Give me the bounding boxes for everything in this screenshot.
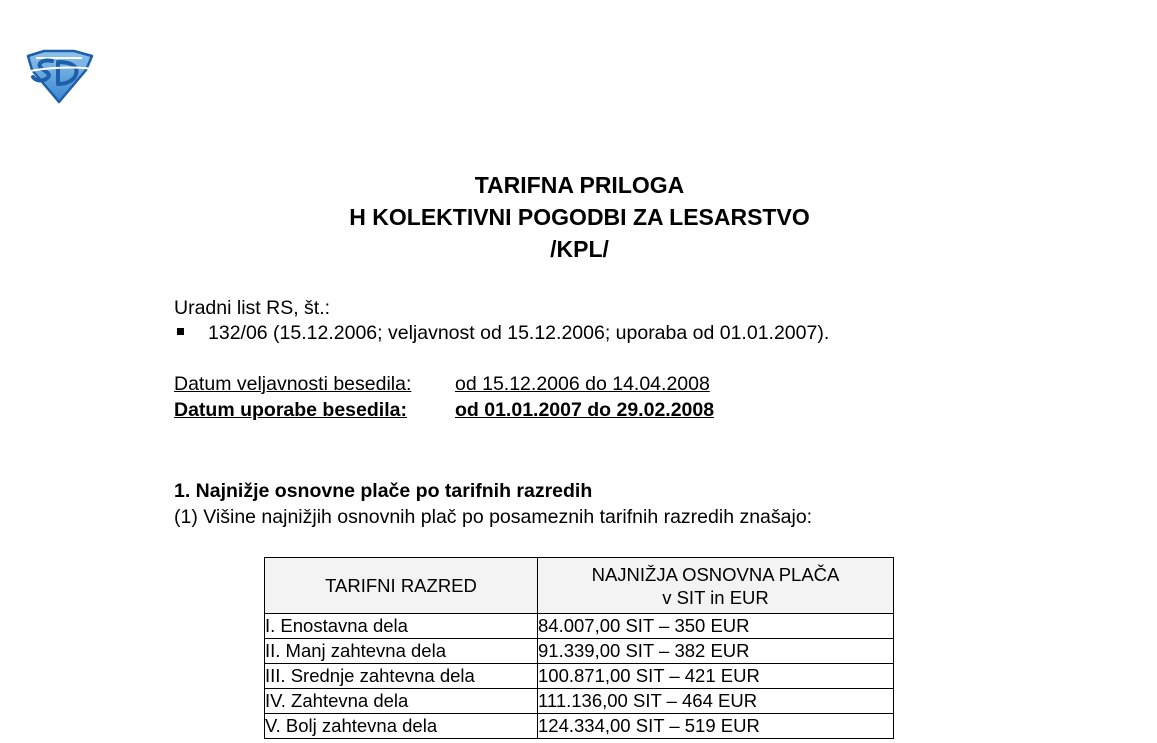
- header-minimum-pay: [538, 558, 894, 614]
- section-heading: 1. Najnižje osnovne plače po tarifnih razredih: [174, 480, 593, 502]
- validity-value: od 15.12.2006 do 14.04.2008: [455, 373, 710, 395]
- table-row: [265, 714, 894, 739]
- header-pay-line2: v SIT in EUR: [662, 586, 769, 608]
- document-title-line3: /KPL/: [550, 236, 609, 262]
- tariff-class-cell: III. Srednje zahtevna dela: [265, 664, 538, 689]
- header-pay-line1: NAJNIŽJA OSNOVNA PLAČA: [591, 563, 840, 585]
- usage-value: od 01.01.2007 do 29.02.2008: [455, 399, 715, 421]
- header-tariff-class: TARIFNI RAZRED: [265, 558, 538, 614]
- bullet-icon: [177, 328, 184, 335]
- gazette-label: Uradni list RS, št.:: [174, 297, 331, 319]
- tariff-class-cell: IV. Zahtevna dela: [265, 689, 538, 714]
- gazette-entry: 132/06 (15.12.2006; veljavnost od 15.12.2006; uporaba od 01.01.2007).: [208, 322, 830, 344]
- tariff-class-cell: II. Manj zahtevna dela: [265, 639, 538, 664]
- tariff-class-cell: V. Bolj zahtevna dela: [265, 714, 538, 739]
- document-title-line2: H KOLEKTIVNI POGODBI ZA LESARSTVO: [349, 204, 810, 230]
- pay-amount-cell: 84.007,00 SIT – 350 EUR: [538, 614, 894, 639]
- table-row: [265, 664, 894, 689]
- section-paragraph: (1) Višine najnižjih osnovnih plač po posameznih tarifnih razredih znašajo:: [174, 506, 813, 528]
- pay-amount-cell: 100.871,00 SIT – 421 EUR: [538, 664, 894, 689]
- table-header-row: [265, 558, 894, 614]
- tariff-class-cell: I. Enostavna dela: [265, 614, 538, 639]
- pay-amount-cell: 124.334,00 SIT – 519 EUR: [538, 714, 894, 739]
- table-row: [265, 689, 894, 714]
- sd-logo: [22, 48, 96, 104]
- table-row: [265, 614, 894, 639]
- tariff-table: [264, 557, 894, 739]
- pay-amount-cell: 111.136,00 SIT – 464 EUR: [538, 689, 894, 714]
- document-title-line1: TARIFNA PRILOGA: [474, 172, 685, 198]
- table-row: [265, 639, 894, 664]
- usage-label: Datum uporabe besedila:: [174, 399, 407, 421]
- validity-label: Datum veljavnosti besedila:: [174, 373, 412, 395]
- pay-amount-cell: 91.339,00 SIT – 382 EUR: [538, 639, 894, 664]
